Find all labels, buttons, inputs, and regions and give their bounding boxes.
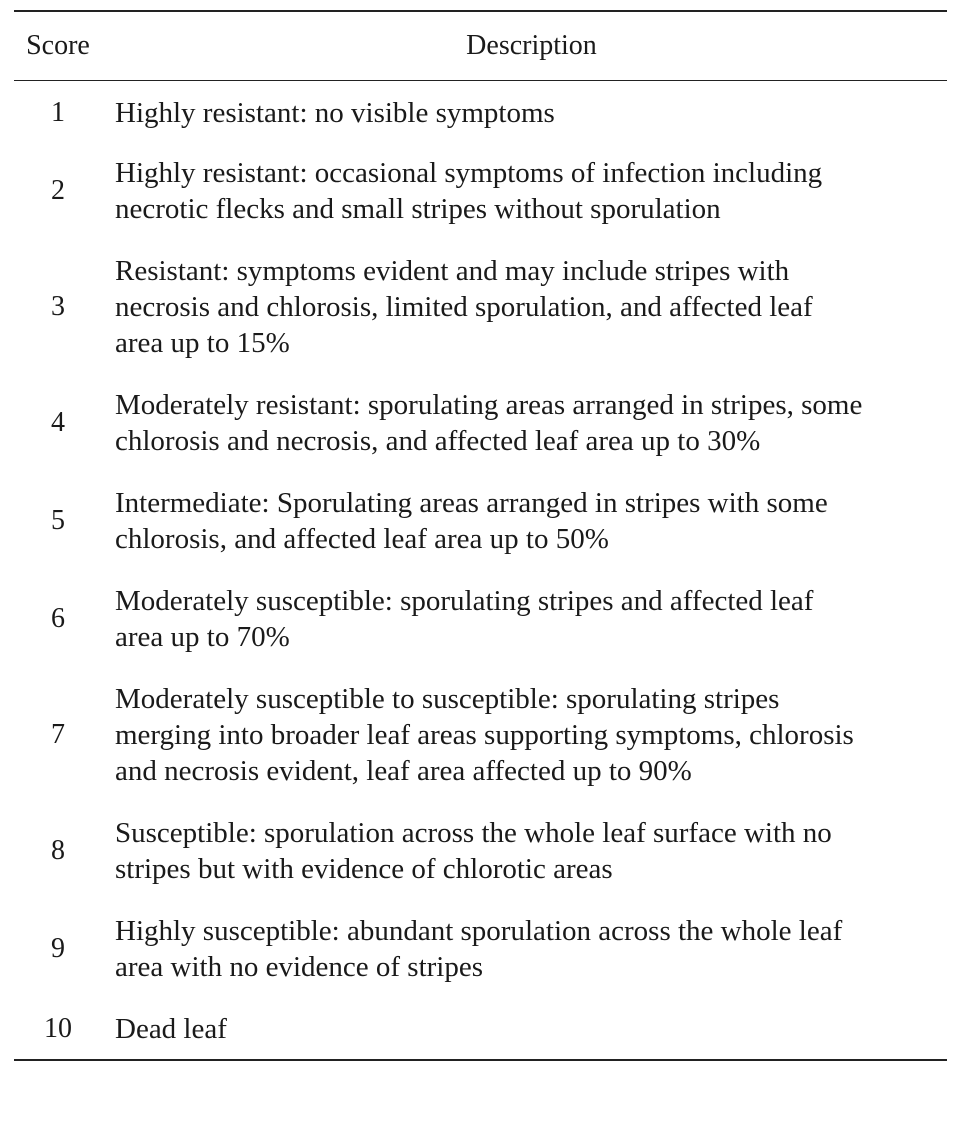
header-score: Score: [26, 30, 90, 61]
row-description: Dead leaf: [115, 1013, 227, 1045]
header-description: Description: [466, 30, 597, 61]
row-description: Highly susceptible: abundant sporulation across the whole leaf area with no evidence of stripes: [115, 915, 843, 983]
table-row: [14, 583, 947, 655]
row-score: 4: [51, 407, 65, 438]
table-row: [14, 485, 947, 557]
row-score: 10: [44, 1013, 72, 1044]
table-row: [14, 815, 947, 887]
row-score: 9: [51, 933, 65, 964]
row-description: Intermediate: Sporulating areas arranged in stripes with some chlorosis, and affected leaf area up to 50%: [115, 487, 828, 555]
row-score: 2: [51, 175, 65, 206]
row-score: 3: [51, 291, 65, 322]
score-table: [14, 10, 947, 1061]
table-row: [14, 155, 947, 227]
row-description: Moderately resistant: sporulating areas arranged in stripes, some chlorosis and necrosis, and affected leaf area up to 30%: [115, 389, 863, 457]
table-row: [14, 913, 947, 985]
table-header: [14, 12, 947, 80]
row-score: 8: [51, 835, 65, 866]
table-row: [14, 681, 947, 789]
row-description: Resistant: symptoms evident and may include stripes with necrosis and chlorosis, limited sporulation, and affected leaf area up to 15%: [115, 255, 813, 359]
row-description: Highly resistant: occasional symptoms of infection including necrotic flecks and small stripes without sporulation: [115, 157, 823, 225]
table-bottom-rule: [14, 1059, 947, 1061]
table-row: [14, 95, 947, 131]
row-description: Moderately susceptible to susceptible: sporulating stripes merging into broader leaf areas supporting symptoms, chlorosis and necrosis evident, leaf area affected up to 90%: [115, 683, 854, 787]
table-row: [14, 253, 947, 361]
row-score: 6: [51, 603, 65, 634]
row-score: 1: [51, 97, 65, 128]
row-score: 5: [51, 505, 65, 536]
row-description: Moderately susceptible: sporulating stripes and affected leaf area up to 70%: [115, 585, 814, 653]
row-score: 7: [51, 719, 65, 750]
row-description: Highly resistant: no visible symptoms: [115, 97, 555, 129]
row-description: Susceptible: sporulation across the whole leaf surface with no stripes but with evidence of chlorotic areas: [115, 817, 832, 885]
table-row: [14, 387, 947, 459]
table-row: [14, 1011, 947, 1047]
table-body: [14, 81, 947, 1059]
